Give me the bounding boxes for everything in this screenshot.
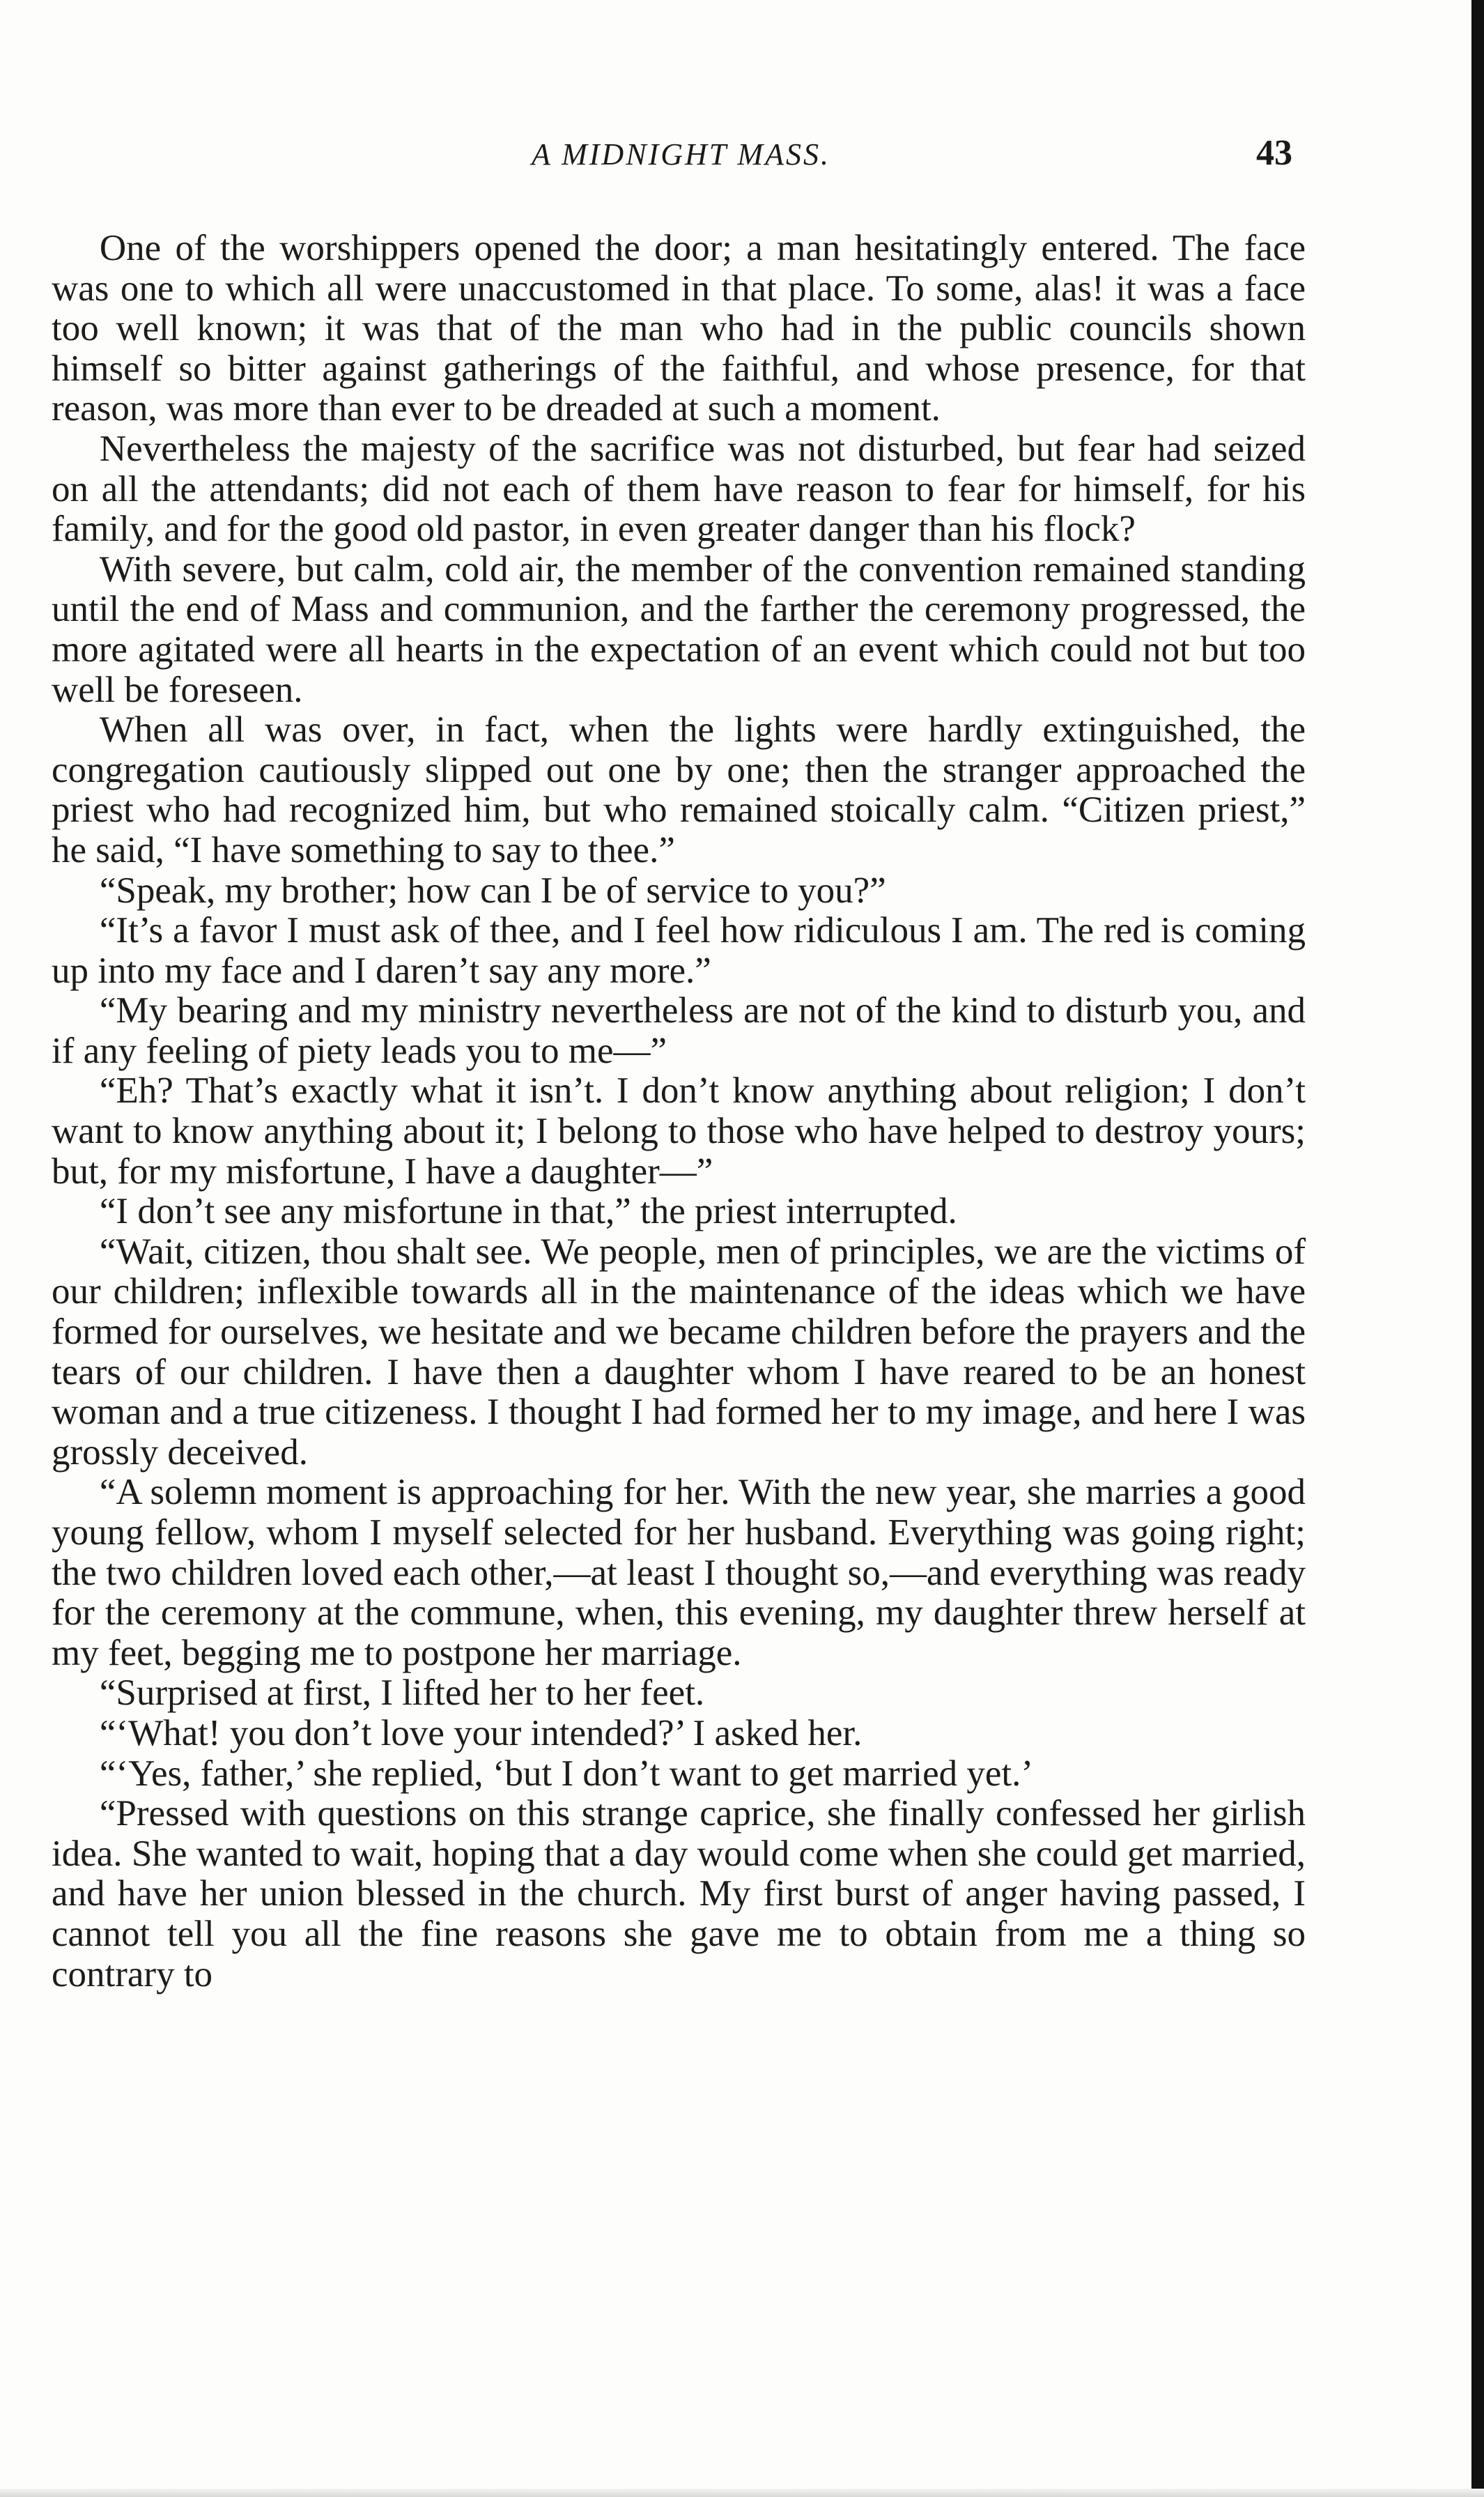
paragraph: “Pressed with questions on this strange caprice, she finally confessed her girlish idea. She wanted to wait, hoping that a day would come when she could get married, and have her union blessed in the church. My first burst of anger having passed, I cannot tell you all the fine reasons she gave me to obtain from me a thing so contrary to	[52, 1793, 1306, 1995]
paragraph: “Eh? That’s exactly what it isn’t. I don’t know anything about religion; I don’t want to know anything about it; I belong to those who have helped to destroy yours; but, for my misfortune, I have a daughter—”	[52, 1070, 1306, 1192]
page-edge-shadow	[1471, 0, 1484, 2497]
paragraph: “Surprised at first, I lifted her to her feet.	[99, 1673, 705, 1714]
paragraph: “Speak, my brother; how can I be of service to you?”	[99, 870, 886, 911]
running-title: A MIDNIGHT MASS.	[532, 137, 830, 171]
paragraph: “‘Yes, father,’ she replied, ‘but I don’t want to get married yet.’	[99, 1753, 1034, 1794]
body-text	[52, 229, 1306, 1995]
paragraph: “My bearing and my ministry nevertheless are not of the kind to disturb you, and if any feeling of piety leads you to me—”	[52, 990, 1306, 1071]
paragraph: “I don’t see any misfortune in that,” the priest interrupted.	[99, 1191, 957, 1232]
paragraph: Nevertheless the majesty of the sacrifice was not disturbed, but fear had seized on all the attendants; did not each of them have reason to fear for himself, for his family, and for the good old pastor, in even greater danger than his flock?	[52, 428, 1306, 550]
paragraph: When all was over, in fact, when the lights were hardly extinguished, the congregation cautiously slipped out one by one; then the stranger approached the priest who had recognized him, but who remained stoically calm. “Citizen priest,” he said, “I have something to say to thee.”	[52, 709, 1306, 870]
paragraph: With severe, but calm, cold air, the member of the convention remained standing until the end of Mass and communion, and the farther the ceremony progressed, the more agitated were all hearts in the expectation of an event which could not but too well be foreseen.	[52, 548, 1306, 710]
page-header	[56, 132, 1306, 181]
page-number: 43	[1256, 133, 1292, 173]
paragraph: “A solemn moment is approaching for her. With the new year, she marries a good young fellow, whom I myself selected for her husband. Everything was going right; the two children loved each other,—at least I thought so,—and everything was ready for the ceremony at the commune, when, this evening, my daughter threw herself at my feet, begging me to postpone her marriage.	[52, 1472, 1306, 1673]
paragraph: “It’s a favor I must ask of thee, and I feel how ridiculous I am. The red is coming up into my face and I daren’t say any more.”	[52, 910, 1306, 991]
paragraph: “Wait, citizen, thou shalt see. We people, men of principles, we are the victims of our children; inflexible towards all in the maintenance of the ideas which we have formed for ourselves, we hesitate and we became children before the prayers and the tears of our children. I have then a daughter whom I have reared to be an honest woman and a true citizeness. I thought I had formed her to my image, and here I was grossly deceived.	[52, 1231, 1306, 1473]
page-bottom-edge	[0, 2489, 1484, 2497]
paragraph: One of the worshippers opened the door; a man hesitatingly entered. The face was one to which all were unaccustomed in that place. To some, alas! it was a face too well known; it was that of the man who had in the public councils shown himself so bitter against gatherings of the faithful, and whose presence, for that reason, was more than ever to be dreaded at such a moment.	[52, 228, 1306, 429]
paragraph: “‘What! you don’t love your intended?’ I asked her.	[99, 1712, 863, 1753]
